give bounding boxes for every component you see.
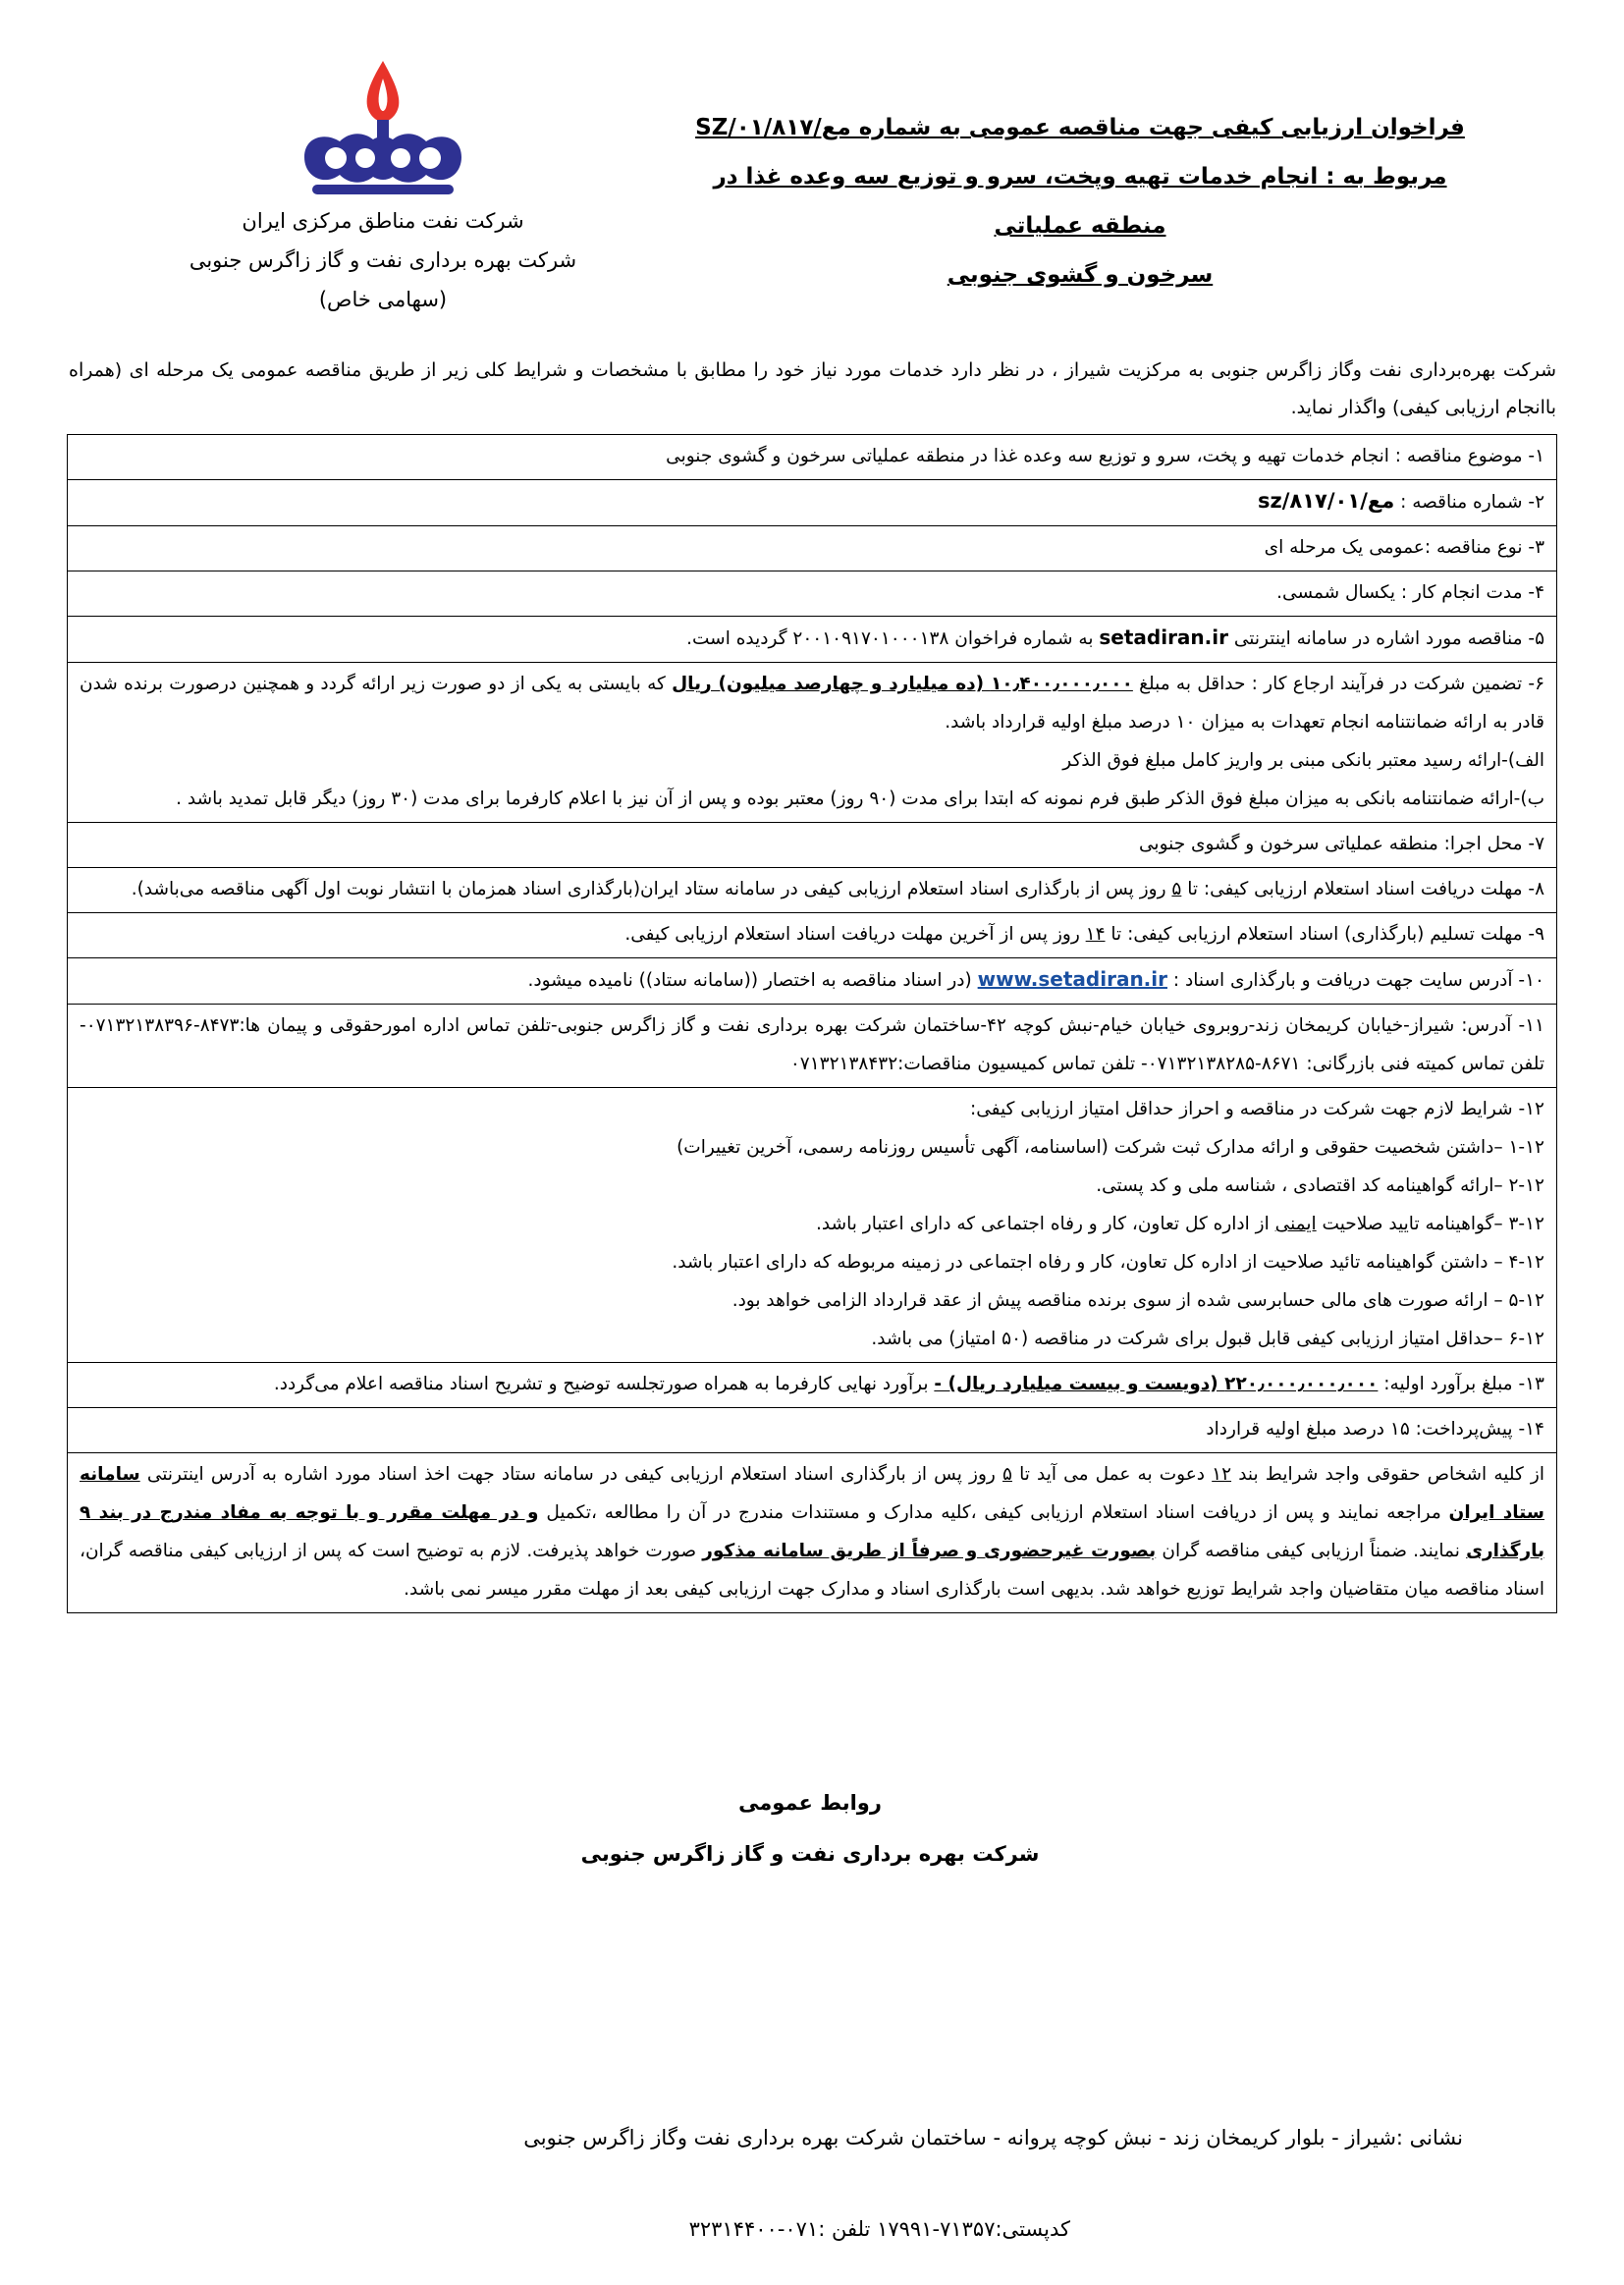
item-8-text-a: ۸- مهلت دریافت اسناد استعلام ارزیابی کیفی: تا (1187, 879, 1544, 899)
footer-contact: کدپستی:۷۱۳۵۷-۱۷۹۹۱ تلفن :۰۷۱-۳۲۳۱۴۴۰۰ (688, 2217, 1070, 2241)
item-4-duration: ۴- مدت انجام کار : یکسال شمسی. (68, 571, 1556, 617)
item-14-prepayment: ۱۴- پیش‌پرداخت: ۱۵ درصد مبلغ اولیه قرارداد (68, 1408, 1556, 1453)
item-2-tender-number (68, 480, 1556, 526)
item-2-label: ۲- شماره مناقصه : (1400, 492, 1544, 513)
item-13-text-b: برآورد نهایی کارفرما به همراه صورتجلسه توضیح و تشریح اسناد مناقصه اعلام می‌گردد. (273, 1374, 929, 1394)
item-6-text-a: ۶- تضمین شرکت در فرآیند ارجاع کار : حداقل به مبلغ (1139, 674, 1545, 694)
item-6-guarantee (68, 663, 1556, 823)
item-12-title: ۱۲- شرایط لازم جهت شرکت در مناقصه و احراز حداقل امتیاز ارزیابی کیفی: (969, 1099, 1544, 1119)
setadiran-link[interactable]: www.setadiran.ir (977, 967, 1167, 991)
item-1-subject: ۱- موضوع مناقصه : انجام خدمات تهیه و پخت، سرو و توزیع سه وعده غذا در منطقه عملیاتی سرخون و گشوی جنوبی (68, 435, 1556, 480)
company-logo (285, 59, 481, 206)
item-12-4: ۴-۱۲ – داشتن گواهینامه تائید صلاحیت از اداره کل تعاون، کار و رفاه اجتماعی در زمینه مربوطه که دارای اعتبار باشد. (672, 1252, 1544, 1273)
final-paragraph: از کلیه اشخاص حقوقی واجد شرایط بند ۱۲ دعوت به عمل می آید تا ۵ روز پس از بارگذاری اسناد استعلام ارزیابی کیفی در سامانه ستاد جهت اخذ اسناد مورد اشاره به آدرس اینترنتی سامانه ستاد ایران مراجعه نمایند و پس از دریافت اسناد استعلام ارزیابی کیفی ،کلیه مدارک و مستندات مندرج در آن را مطالعه ،تکمیل و در مهلت مقرر و با توجه به مفاد مندرج در بند ۹ بارگذاری نمایند. ضمناً ارزیابی کیفی مناقصه گران بصورت غیرحضوری و صرفاً از طریق سامانه مذکور صورت خواهد پذیرفت. لازم به توضیح است که پس از ارزیابی کیفی مناقصه گران، اسناد مناقصه میان متقاضیان واجد شرایط توزیع خواهد شد. بدیهی است بارگذاری اسناد و مدارک جهت ارزیابی کیفی بعد از مهلت مقرر میسر نمی باشد. (80, 1464, 1545, 1600)
signature-company: شرکت بهره برداری نفت و گاز زاگرس جنوبی (580, 1842, 1040, 1866)
non-attendance-emphasis: بصورت غیرحضوری و صرفاً از طریق سامانه مذکور (702, 1541, 1157, 1561)
item-6-option-alef: الف)-ارائه رسید معتبر بانکی مبنی بر واریز کامل مبلغ فوق الذکر (1062, 750, 1544, 771)
item-13-estimate (68, 1363, 1556, 1408)
company-line-3: (سهامی خاص) (318, 288, 448, 311)
title-line-2: مربوط به : انجام خدمات تهیه وپخت، سرو و توزیع سه وعده غذا در منطقه عملیاتی (713, 164, 1447, 239)
item-7-location: ۷- محل اجرا: منطقه عملیاتی سرخون و گشوی جنوبی (68, 823, 1556, 868)
company-line-2: شرکت بهره برداری نفت و گاز زاگرس جنوبی (189, 248, 577, 272)
item-9-text-b: روز پس از آخرین مهلت دریافت اسناد استعلام ارزیابی کیفی. (624, 924, 1080, 945)
footer-address: نشانی :شیراز - بلوار کریمخان زند - نبش کوچه پروانه - ساختمان شرکت بهره برداری نفت وگاز زاگرس جنوبی (523, 2126, 1463, 2149)
item-12-3: ۳-۱۲ –گواهینامه تایید صلاحیت ایمنی از اداره کل تعاون، کار و رفاه اجتماعی که دارای اعتبار باشد. (816, 1214, 1544, 1234)
tender-items-table (67, 434, 1557, 1613)
item-5-text-b: به شماره فراخوان ۲۰۰۱۰۹۱۷۰۱۰۰۰۱۳۸ گردیده است. (686, 628, 1094, 649)
item-11-address: ۱۱- آدرس: شیراز-خیابان کریمخان زند-روبروی خیابان خیام-نبش کوچه ۴۲-ساختمان شرکت بهره برداری نفت و گاز زاگرس جنوبی-تلفن تماس اداره امورحقوقی و پیمان ها:۸۴۷۳-۰۷۱۳۲۱۳۸۳۹۶- تلفن تماس کمیته فنی بازرگانی: ۸۶۷۱-۰۷۱۳۲۱۳۸۲۸۵- تلفن تماس کمیسیون مناقصات:۰۷۱۳۲۱۳۸۴۳۲ (68, 1005, 1556, 1088)
item-12-conditions (68, 1088, 1556, 1363)
item-12-1: ۱-۱۲ –داشتن شخصیت حقوقی و ارائه مدارک ثبت شرکت (اساسنامه، آگهی تأسیس روزنامه رسمی، آخرین تغییرات) (677, 1137, 1544, 1158)
company-line-1: شرکت نفت مناطق مرکزی ایران (242, 209, 524, 233)
item-9-submit-deadline (68, 913, 1556, 958)
item-10-text-a: ۱۰- آدرس سایت جهت دریافت و بارگذاری اسناد : (1172, 970, 1544, 991)
deadline-emphasis: و در مهلت مقرر و با توجه به مفاد مندرج در بند ۹ بارگذاری (80, 1502, 1545, 1561)
item-10-text-b: (در اسناد مناقصه به اختصار ((سامانه ستاد)) نامیده میشود. (527, 970, 972, 991)
item-5-announcement (68, 617, 1556, 663)
item-9-days: ۱۴ (1085, 924, 1106, 945)
item-5-text-a: ۵- مناقصه مورد اشاره در سامانه اینترنتی (1233, 628, 1544, 649)
title-line-3: سرخون و گشوی جنوبی (947, 262, 1214, 288)
item-9-text-a: ۹- مهلت تسلیم (بارگذاری) اسناد استعلام ارزیابی کیفی: تا (1110, 924, 1544, 945)
item-10-website (68, 958, 1556, 1005)
item-12-6: ۶-۱۲ –حداقل امتیاز ارزیابی کیفی قابل قبول برای شرکت در مناقصه (۵۰ امتیاز) می باشد. (871, 1329, 1544, 1349)
item-8-receive-deadline (68, 868, 1556, 913)
item-6-text-b: که بایستی به یکی از دو صورت زیر ارائه گردد و همچنین درصورت برنده شدن قادر به ارائه ضمانتنامه انجام تعهدات به میزان ۱۰ درصد مبلغ اولیه قرارداد باشد. (80, 674, 1544, 733)
item-12-2: ۲-۱۲ –ارائه گواهینامه کد اقتصادی ، شناسه ملی و کد پستی. (1096, 1175, 1544, 1196)
intro-paragraph: شرکت بهره‌برداری نفت وگاز زاگرس جنوبی به مرکزیت شیراز ، در نظر دارد خدمات مورد نیاز خود را مطابق با مشخصات و شرایط کلی زیر از طریق مناقصه عمومی یک مرحله ای (همراه باانجام ارزیابی کیفی) واگذار نماید. (69, 359, 1556, 418)
item-13-amount: ۲۲۰٫۰۰۰٫۰۰۰٫۰۰۰ (دویست و بیست میلیارد ریال) - (934, 1374, 1379, 1394)
setad-iran-system: سامانه ستاد ایران (80, 1464, 1544, 1523)
company-name-block (147, 201, 619, 319)
title-line-1: فراخوان ارزیابی کیفی جهت مناقصه عمومی به شماره مع/SZ/۰۱/۸۱۷ (695, 115, 1465, 140)
item-3-tender-type: ۳- نوع مناقصه :عمومی یک مرحله ای (68, 526, 1556, 571)
item-6-amount: ۱۰٫۴۰۰٫۰۰۰٫۰۰۰ (ده میلیارد و چهارصد میلیون) ریال (672, 674, 1133, 694)
item-12-5: ۵-۱۲ – ارائه صورت های مالی حسابرسی شده از سوی برنده مناقصه پیش از عقد قرارداد الزامی خواهد بود. (731, 1290, 1544, 1311)
document-title (677, 103, 1483, 299)
item-6-option-be: ب)-ارائه ضمانتنامه بانکی به میزان مبلغ فوق الذکر طبق فرم نمونه که ابتدا برای مدت (۹۰ روز) معتبر بوده و پس از آن نیز با اعلام کارفرما برای مدت (۳۰ روز) دیگر قابل تمدید باشد . (176, 789, 1544, 809)
item-5-site: setadiran.ir (1099, 626, 1228, 649)
item-13-text-a: ۱۳- مبلغ برآورد اولیه: (1383, 1374, 1544, 1394)
item-2-value: مع/۸۱۷/۰۱/sz (1258, 489, 1395, 513)
item-8-text-b: روز پس از بارگذاری اسناد استعلام ارزیابی کیفی در سامانه ستاد ایران(بارگذاری اسناد همزمان با انتشار نوبت اول آگهی مناقصه می‌باشد). (131, 879, 1166, 899)
public-relations: روابط عمومی (738, 1791, 882, 1815)
item-8-days: ۵ (1171, 879, 1182, 899)
signature-block (491, 1777, 1129, 1879)
